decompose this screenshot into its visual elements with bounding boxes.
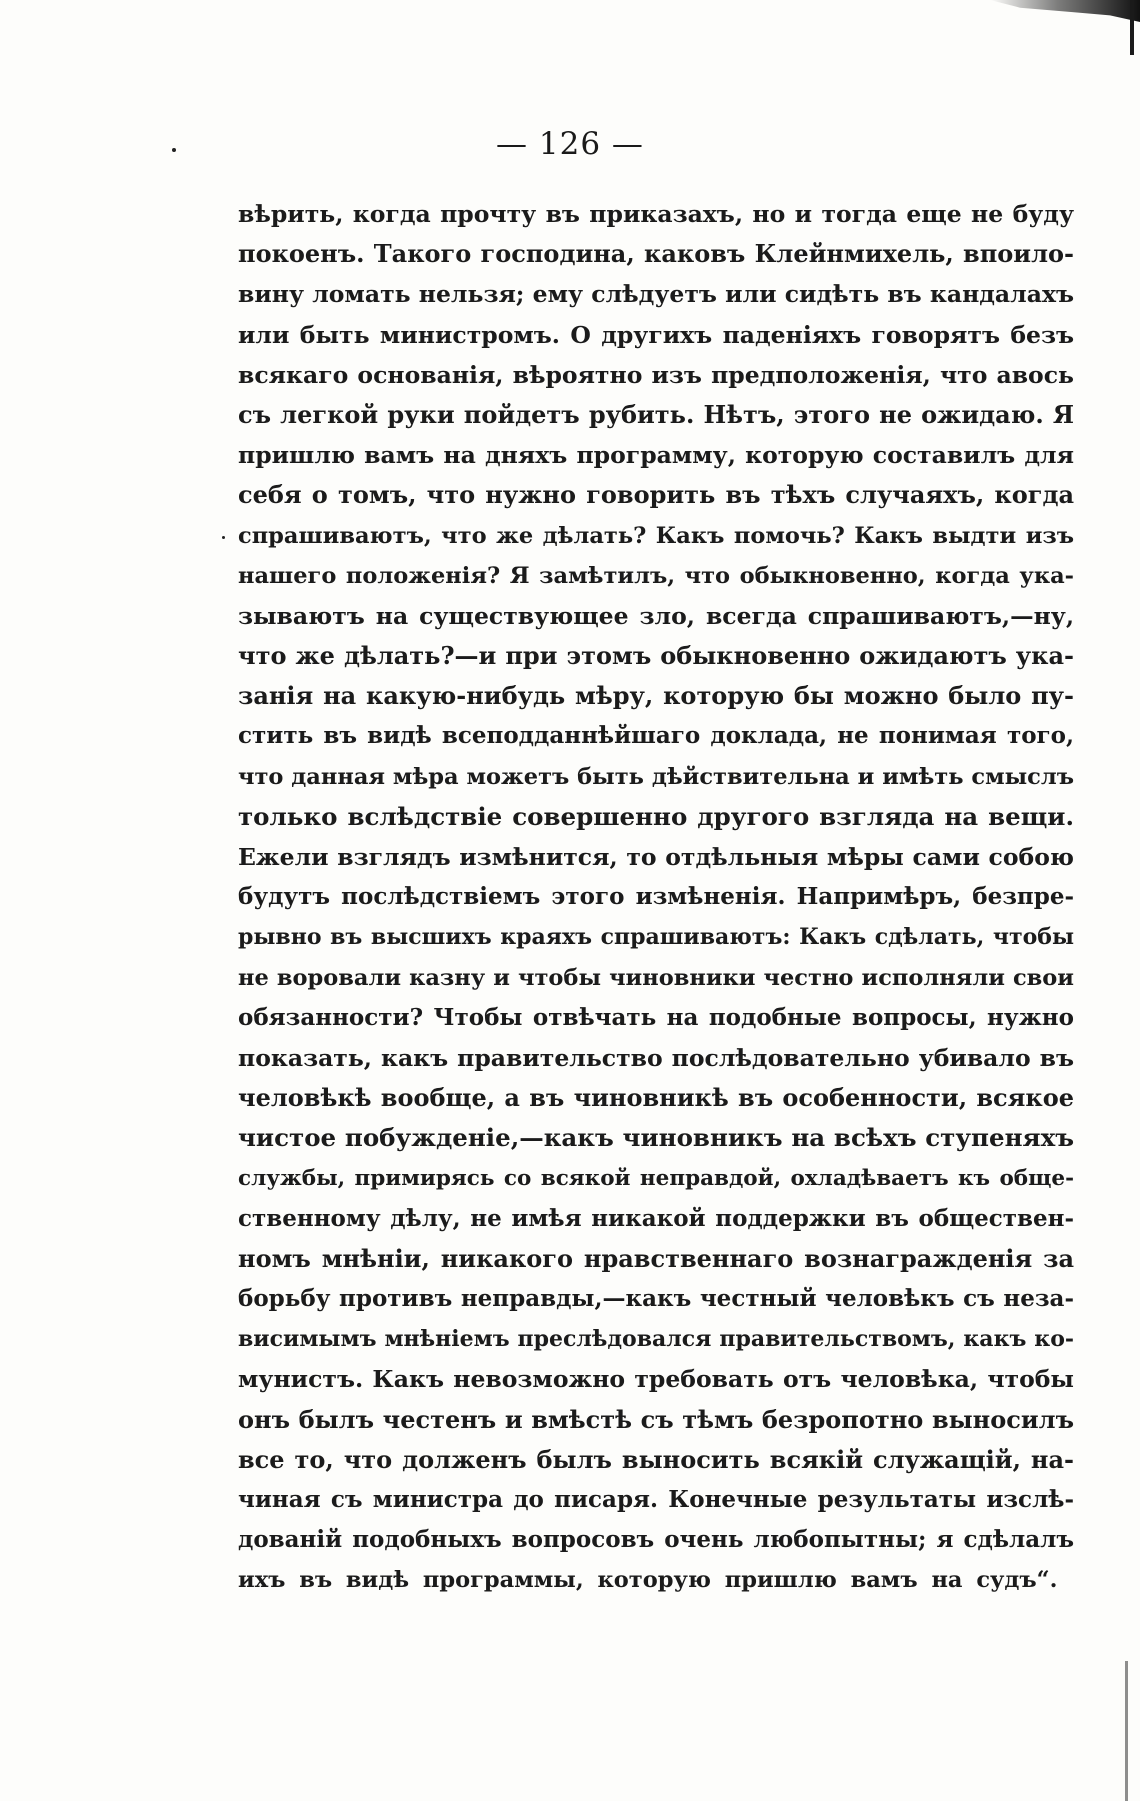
text-line: человѣкѣ вообще, а въ чиновникѣ въ особенности, всякое: [238, 1083, 1074, 1113]
text-line: пришлю вамъ на дняхъ программу, которую составилъ для: [238, 441, 1074, 470]
text-line: только вслѣдствiе совершенно другого взгляда на вещи.: [238, 801, 1074, 831]
text-line: Ежели взглядъ измѣнится, то отдѣльныя мѣры сами собою: [238, 843, 1074, 871]
text-line: не воровали казну и чтобы чиновники честно исполняли свои: [238, 964, 1074, 991]
text-line: что данная мѣра можетъ быть дѣйствительна и имѣть смыслъ: [238, 763, 1074, 790]
text-line: ственному дѣлу, не имѣя никакой поддержки въ обществен-: [238, 1204, 1074, 1232]
text-line: показать, какъ правительство послѣдовательно убивало въ: [238, 1043, 1074, 1072]
text-line: нашего положенiя? Я замѣтилъ, что обыкновенно, когда ука-: [238, 562, 1074, 589]
text-line: онъ былъ честенъ и вмѣстѣ съ тѣмъ безропотно выносилъ: [238, 1404, 1074, 1434]
text-line: съ легкой руки пойдетъ рубить. Нѣтъ, этого не ожидаю. Я: [238, 399, 1074, 429]
text-line: номъ мнѣнiи, никакого нравственнаго вознагражденiя за: [238, 1243, 1074, 1273]
text-line: зываютъ на существующее зло, всегда спрашиваютъ,—ну,: [238, 601, 1074, 630]
text-line: стить въ видѣ всеподданнѣйшаго доклада, не понимая того,: [238, 722, 1074, 750]
text-line: ихъ въ видѣ программы, которую пришлю вамъ на судъ“.: [238, 1567, 1058, 1594]
text-line: чистое побужденiе,—какъ чиновникъ на всѣхъ ступеняхъ: [238, 1123, 1074, 1153]
text-line: службы, примирясь со всякой неправдой, охладѣваетъ къ обще-: [238, 1165, 1074, 1191]
text-line: занiя на какую-нибудь мѣру, которую бы можно было пу-: [238, 681, 1074, 711]
text-line: рывно въ высшихъ краяхъ спрашиваютъ: Какъ сдѣлать, чтобы: [238, 924, 1074, 951]
text-line: что же дѣлать?—и при этомъ обыкновенно ожидаютъ ука-: [238, 641, 1074, 671]
text-line: или быть министромъ. О другихъ паденiяхъ говорятъ безъ: [238, 320, 1074, 349]
scan-edge-line: [1130, 0, 1134, 55]
text-line: вину ломать нельзя; ему слѣдуетъ или сидѣть въ кандалахъ: [238, 280, 1074, 309]
text-line: мунистъ. Какъ невозможно требовать отъ человѣка, чтобы: [238, 1365, 1074, 1394]
text-line: висимымъ мнѣнiемъ преслѣдовался правительствомъ, какъ ко-: [238, 1326, 1074, 1353]
text-line: покоенъ. Такого господина, каковъ Клейнмихель, впоило-: [238, 239, 1074, 269]
body-text: [238, 194, 1074, 1601]
text-line: спрашиваютъ, что же дѣлать? Какъ помочь? Какъ выдти изъ: [238, 522, 1074, 549]
scan-speck: [222, 536, 225, 539]
text-line: будутъ послѣдствiемъ этого измѣненiя. Напримѣръ, безпре-: [238, 883, 1074, 911]
text-line: чиная съ министра до писаря. Конечные результаты изслѣ-: [238, 1486, 1074, 1513]
text-line: обязанности? Чтобы отвѣчать на подобные вопросы, нужно: [238, 1003, 1074, 1031]
text-line: все то, что долженъ былъ выносить всякiй служащiй, на-: [238, 1444, 1074, 1474]
scan-edge-smudge: [990, 0, 1140, 22]
scan-edge-line-bottom: [1125, 1661, 1128, 1801]
page-number: — 126 —: [496, 126, 644, 162]
text-line: всякаго основанiя, вѣроятно изъ предположенiя, что авось: [238, 360, 1074, 389]
text-line: дованiй подобныхъ вопросовъ очень любопытны; я сдѣлалъ: [238, 1526, 1074, 1554]
text-line: борьбу противъ неправды,—какъ честный человѣкъ съ неза-: [238, 1285, 1074, 1313]
text-line: себя о томъ, что нужно говорить въ тѣхъ случаяхъ, когда: [238, 480, 1074, 510]
text-line: вѣрить, когда прочту въ приказахъ, но и тогда еще не буду: [238, 200, 1074, 228]
